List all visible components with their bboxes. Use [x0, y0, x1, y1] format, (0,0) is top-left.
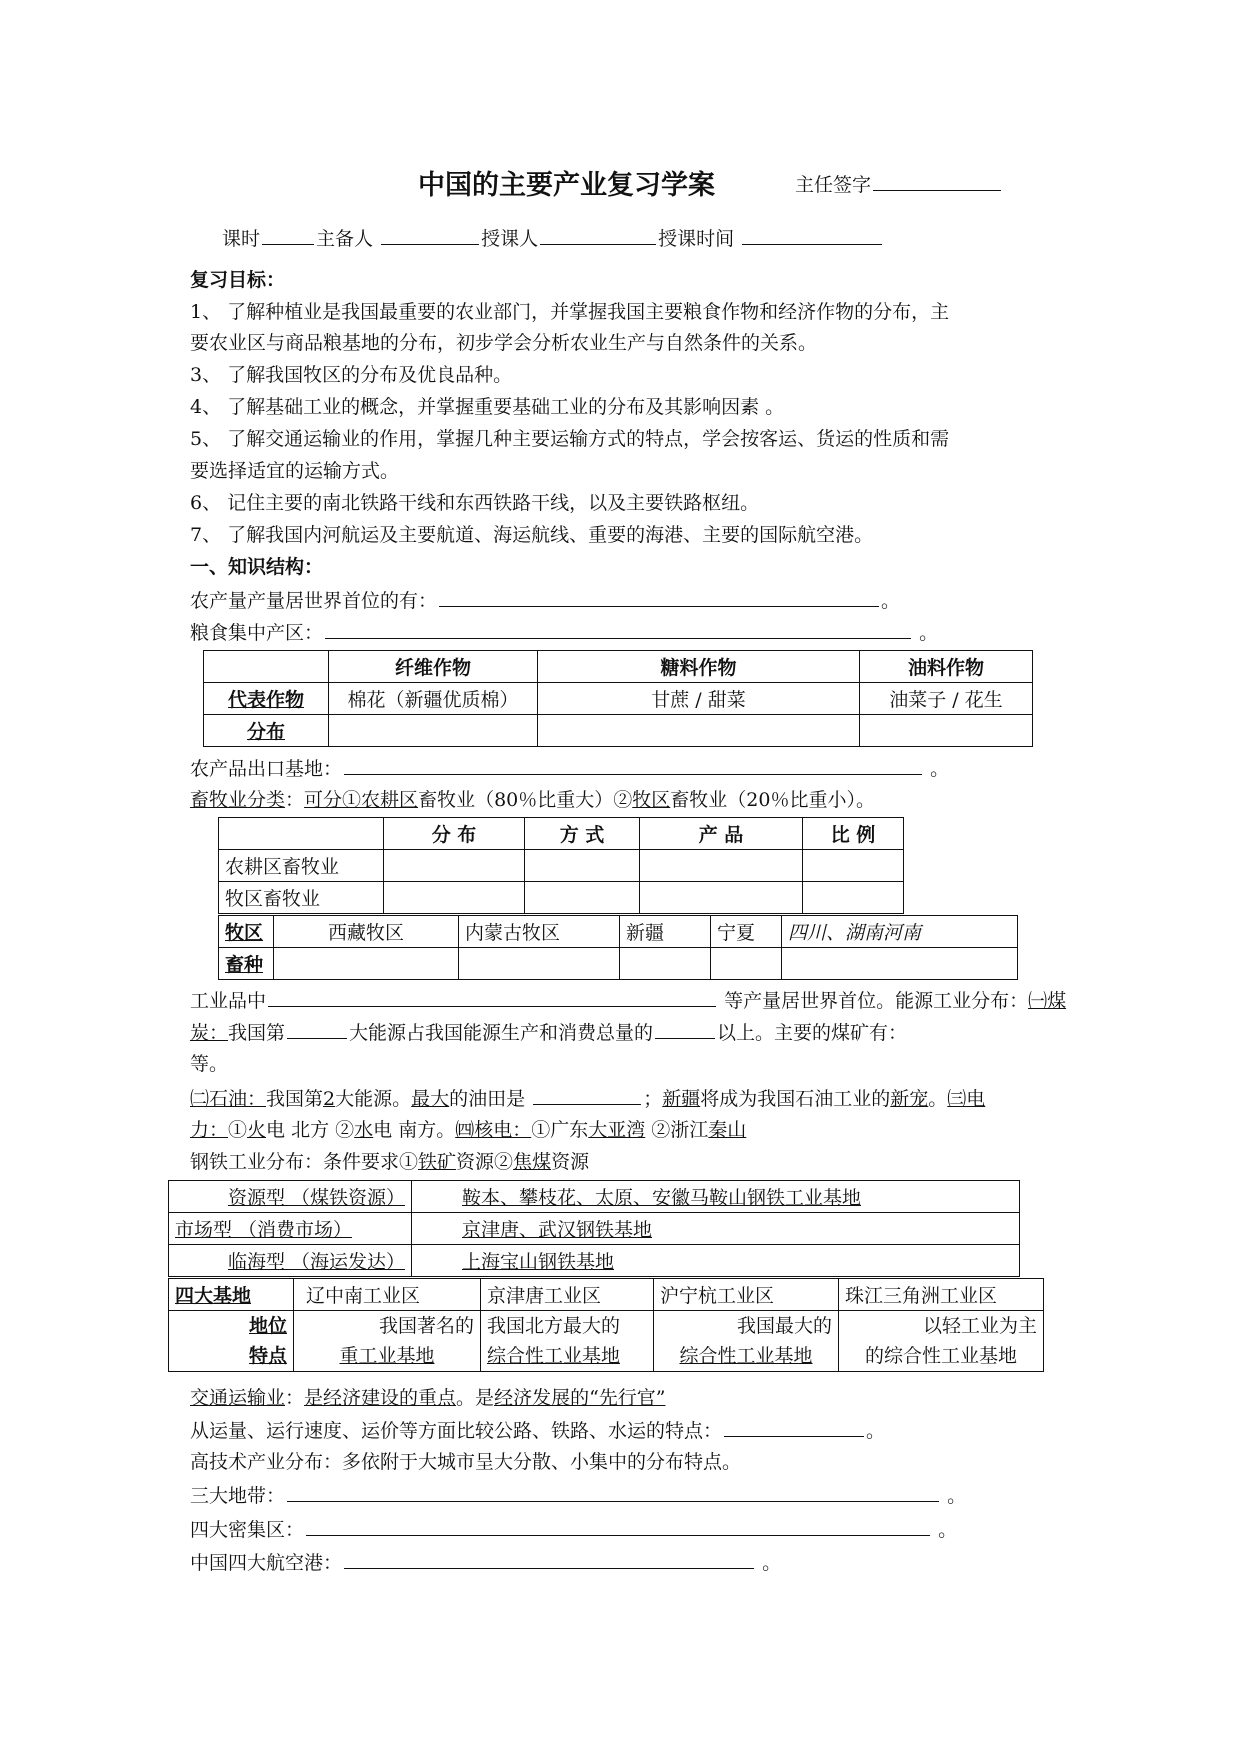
goals-heading: 复习目标：: [190, 269, 286, 291]
meta-time: 授课时间: [658, 228, 735, 250]
goal-line: 4、 了解基础工业的概念，并掌握重要基础工业的分布及其影响因素 。: [190, 396, 785, 418]
hightech-line: 高技术产业分布：多依附于大城市呈大分散、小集中的分布特点。: [190, 1451, 742, 1473]
crops-table: 纤维作物 糖料作物 油料作物 代表作物 棉花（新疆优质棉） 甘蔗 / 甜菜 油菜子 / 花生 分布: [203, 650, 1033, 747]
transport-line: 交通运输业：是经济建设的重点。是经济发展的“先行官”: [190, 1387, 666, 1409]
industry-line-2: 炭：我国第 大能源占我国能源生产和消费总量的 以上。主要的煤矿有：: [190, 1018, 907, 1046]
goal-line: 6、 记住主要的南北铁路干线和东西铁路干线，以及主要铁路枢纽。: [190, 492, 760, 514]
husbandry-table: 分 布 方 式 产 品 比 例 农耕区畜牧业 牧区畜牧业: [218, 817, 904, 914]
industry-line-3: 等。: [190, 1053, 229, 1075]
goal-line: 5、 了解交通运输业的作用，掌握几种主要运输方式的特点，学会按客运、货运的性质和需: [190, 428, 950, 450]
export-base-line: 农产品出口基地： 。: [190, 754, 949, 782]
goal-line: 3、 了解我国牧区的分布及优良品种。: [190, 364, 513, 386]
sign-blank: [873, 170, 1001, 191]
steel-table: 资源型 （煤铁资源） 鞍本、攀枝花、太原、安徽马鞍山钢铁工业基地 市场型 （消费市场） 京津唐、武汉钢铁基地 临海型 （海运发达） 上海宝山钢铁基地: [168, 1180, 1020, 1277]
grain-area-line: 粮食集中产区： 。: [190, 618, 938, 646]
airports-line: 中国四大航空港： 。: [190, 1548, 781, 1576]
industry-line-4: ㈡石油：我国第2大能源。最大的油田是 ；新疆将成为我国石油工业的新宠。㈢电: [190, 1084, 985, 1112]
pasture-table: 牧区 西藏牧区 内蒙古牧区 新疆 宁夏 四川、湖南河南 畜种: [218, 915, 1018, 980]
meta-preparer: 主备人: [316, 228, 374, 250]
sign-label: 主任签字: [795, 174, 872, 196]
knowledge-heading: 一、知识结构：: [190, 556, 324, 578]
goal-line: 7、 了解我国内河航运及主要航道、海运航线、重要的海港、主要的国际航空港。: [190, 524, 874, 546]
director-signature: [795, 170, 1003, 197]
goal-line: 要选择适宜的运输方式。: [190, 460, 400, 482]
goal-line: 1、 了解种植业是我国最重要的农业部门，并掌握我国主要粮食作物和经济作物的分布，主: [190, 301, 950, 323]
goal-line: 要农业区与商品粮基地的分布，初步学会分析农业生产与自然条件的关系。: [190, 332, 818, 354]
top-producers-line: 农产量产量居世界首位的有： 。: [190, 586, 900, 614]
meta-teacher: 授课人: [481, 228, 539, 250]
industrial-bases-table: 四大基地 辽中南工业区 京津唐工业区 沪宁杭工业区 珠江三角洲工业区 地位 特点 我国著名的 重工业基地 我国北方最大的 综合性工业基地 我国最大的 综合性工业基地 以轻工业为主 的综合性工业基地: [168, 1278, 1044, 1372]
meta-period: 课时: [222, 228, 261, 250]
meta-line: [222, 224, 884, 252]
industry-line-1: 工业品中 等产量居世界首位。能源工业分布：㈠煤: [190, 986, 1066, 1014]
compare-line: 从运量、运行速度、运价等方面比较公路、铁路、水运的特点： 。: [190, 1416, 885, 1444]
industry-line-5: 力：①火电 北方 ②水电 南方。㈣核电：①广东大亚湾 ②浙江秦山: [190, 1119, 747, 1141]
page-title: 中国的主要产业复习学案: [418, 170, 715, 201]
four-areas-line: 四大密集区： 。: [190, 1515, 957, 1543]
steel-line: 钢铁工业分布：条件要求①铁矿资源②焦煤资源: [190, 1151, 590, 1173]
three-belts-line: 三大地带： 。: [190, 1481, 966, 1509]
husbandry-line: 畜牧业分类：可分①农耕区畜牧业（80％比重大）②牧区畜牧业（20％比重小）。: [190, 789, 875, 811]
